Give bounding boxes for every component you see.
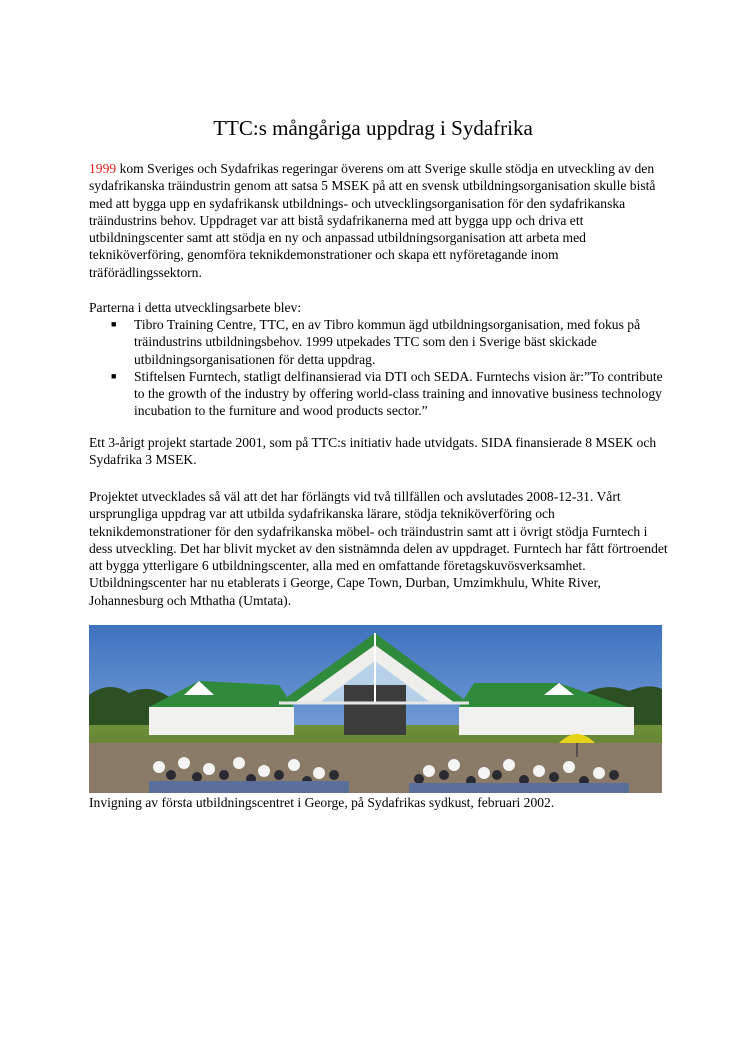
intro-paragraph bbox=[89, 160, 669, 281]
party-text: Tibro Training Centre, TTC, en av Tibro kommun ägd utbildningsorganisation, med fokus på träindustrins utbildningsbehov. 1999 utpekades TTC som den i Sverige bäst skickade utbildningsorganisationen för detta uppdrag. bbox=[134, 317, 641, 367]
parties-list bbox=[89, 316, 669, 420]
page-title: TTC:s mångåriga uppdrag i Sydafrika bbox=[213, 116, 533, 140]
square-bullet-icon: ■ bbox=[111, 370, 117, 381]
project-paragraph: Ett 3-årigt projekt startade 2001, som på TTC:s initiativ hade utvidgats. SIDA finansierade 8 MSEK och Sydafrika 3 MSEK. bbox=[89, 435, 657, 468]
extension-paragraph: Projektet utvecklades så väl att det har förlängts vid två tillfällen och avslutades 2008-12-31. Vårt ursprungliga uppdrag var att utbilda sydafrikanska lärare, stödja tekniköverföring och teknikdemonstrationer för den sydafrikanska möbel- och träindustrin samt att i övrigt stödja Furntech i dess utveckling. Det har blivit mycket av den sistnämnda delen av uppdraget. Furntech har fått förtroendet att bygga ytterligare 6 utbildningscenter, alla med en omfattande företagskuvösverksamhet. Utbildningscenter har nu etablerats i George, Cape Town, Durban, Umzimkhulu, White River, Johannesburg och Mthatha (Umtata). bbox=[89, 489, 668, 608]
list-item bbox=[89, 368, 669, 420]
inauguration-photo bbox=[89, 625, 662, 793]
square-bullet-icon: ■ bbox=[111, 319, 117, 329]
parties-heading: Parterna i detta utvecklingsarbete blev: bbox=[89, 300, 302, 315]
party-text: Stiftelsen Furntech, statligt delfinansierad via DTI och SEDA. Furntechs vision är:”To contribute to the growth of the industry by offering world-class training and innovative business technology incubation to the furniture and wood products sector.” bbox=[134, 368, 663, 419]
photo-caption: Invigning av första utbildningscentret i George, på Sydafrikas sydkust, februari 2002. bbox=[89, 795, 555, 810]
list-item bbox=[89, 316, 669, 368]
intro-text: kom Sveriges och Sydafrikas regeringar överens om att Sverige skulle stödja en utveckling av den sydafrikanska träindustrin genom att satsa 5 MSEK på att en svensk utbildningsorganisation skulle bistå med att bygga upp en sydafrikansk utbildnings- och utvecklingsorganisation för den sydafrikanska träindustrins behov. Uppdraget var att bistå sydafrikanerna med att bygga upp och driva ett utbildningscenter samt att stödja en ny och anpassad utbildningsorganisation att arbeta med tekniköverföring, genomföra teknikdemonstrationer och skapa ett nyföretagande inom träförädlingssektorn. bbox=[89, 161, 656, 280]
intro-year: 1999 bbox=[89, 161, 117, 176]
